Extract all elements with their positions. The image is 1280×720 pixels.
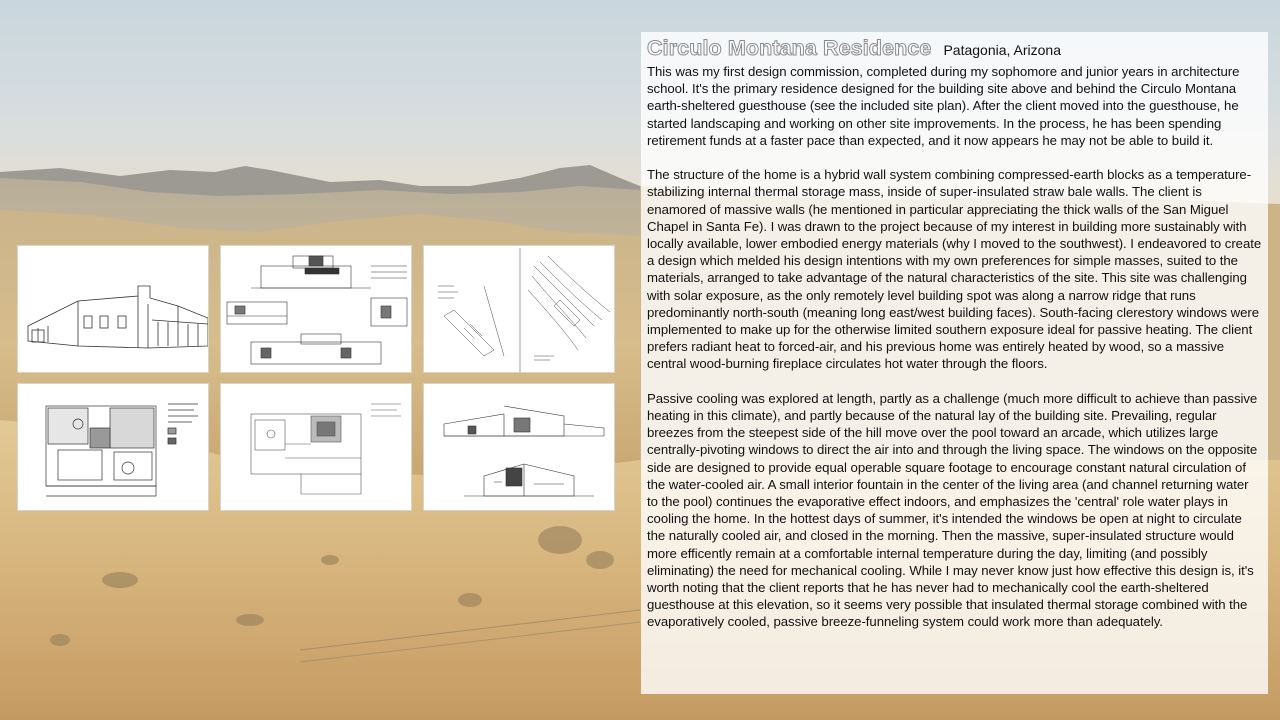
perspective-drawing-icon	[18, 246, 209, 373]
thumbnail-floor-plan-upper[interactable]	[220, 383, 412, 511]
thumbnail-sections[interactable]	[423, 383, 615, 511]
project-title: Circulo Montana Residence	[647, 36, 932, 60]
paragraph-intro: This was my first design commission, completed during my sophomore and junior years in architecture school. It's the primary residence designed for the building site above and behind the Circulo Montana earth-sheltered guesthouse (see the included site plan). After the client moved into the guesthouse, he started landscaping and working on other site improvements. In the process, he has been spending retirement funds at a faster pace than expected, and it now appears he may not be able to build it.	[647, 64, 1240, 148]
floor-plan-upper-drawing-icon	[221, 384, 412, 511]
paragraph-cooling: Passive cooling was explored at length, partly as a challenge (much more difficult to achieve than passive heating in this climate), and partly because of the natural lay of the building site. Prevailing, regular breezes from the steepest side of the hill move over the pool toward an arcade, which utilizes large centrally-pivoting windows to direct the air into and through the living space. The windows on the opposite side are designed to provide equal operable square footage to encourage constant natural circulation of the water-cooled air. A small interior fountain in the center of the living area (and channel returning water to the pool) continues the evaporative effect indoors, and emphasizes the 'central' role water plays in cooling the home. In the hottest days of summer, it's intended the windows be open at night to circulate the naturally cooled air, and closed in the morning. Then the massive, super-insulated structure would more efficently remain at a comfortable internal temperature during the day, limiting (and possibly eliminating) the need for mechanical cooling. While I may never know just how effective this design is, it's worth noting that the client reports that he has never had to mechanically cool the earth-sheltered guesthouse at this elevation, so it seems very possible that insulated thermal storage combined with the evaporatively cooled, passive breeze-funneling system could work more than adequately.	[647, 390, 1258, 630]
paragraph-structure: The structure of the home is a hybrid wall system combining compressed-earth blocks as a temperature-stabilizing internal thermal storage mass, inside of super-insulated straw bale walls. The client is enamored of massive walls (he mentioned in particular appreciating the thick walls of the San Miguel Chapel in Santa Fe). I was drawn to the project because of my interest in building more sustainably with locally available, lower embodied energy materials (why I moved to the southwest). I endeavored to create a design which melded his design intentions with my own preferences for simple masses, suited to the materials, arranged to take advantage of the natural characteristics of the site. This site was challenging with solar exposure, as the only remotely level building spot was along a narrow ridge that runs predominantly north-south (meaning long east/west building faces). South-facing clerestory windows were implemented to make up for the otherwise limited southern exposure ideal for passive heating. The client prefers radiant heat to forced-air, and his previous home was entirely heated by wood, so a massive central wood-burning fireplace circulates hot water through the floors.	[647, 167, 1262, 372]
thumbnail-floor-plan-main[interactable]	[17, 383, 209, 511]
title-row	[647, 36, 1262, 63]
thumbnail-elevations[interactable]	[220, 245, 412, 373]
elevations-drawing-icon	[221, 246, 412, 373]
site-plan-drawing-icon	[424, 246, 615, 373]
project-location: Patagonia, Arizona	[943, 42, 1061, 58]
thumbnail-perspective[interactable]	[17, 245, 209, 373]
sections-drawing-icon	[424, 384, 615, 511]
thumbnail-site-plan[interactable]	[423, 245, 615, 373]
description-panel	[641, 32, 1268, 694]
floor-plan-main-drawing-icon	[18, 384, 209, 511]
